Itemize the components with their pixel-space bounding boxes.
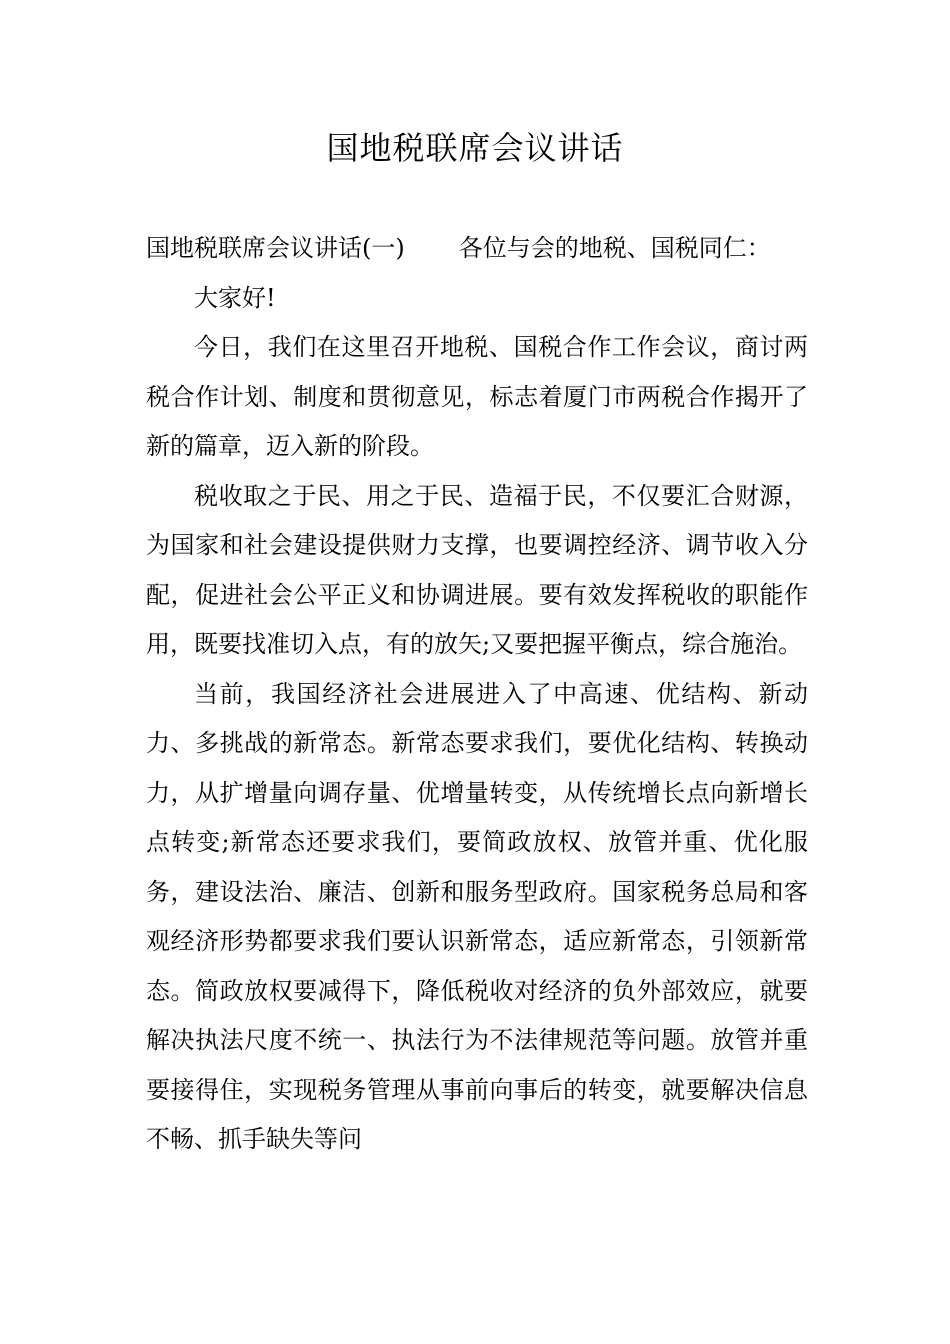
heading-part-2: 各位与会的地税、国税同仁： xyxy=(458,234,771,262)
document-title: 国地税联席会议讲话 xyxy=(326,129,624,167)
paragraph-greeting: 大家好! xyxy=(194,283,276,312)
heading-line xyxy=(146,224,808,274)
paragraph-2: 税收取之于民、用之于民、造福于民，不仅要汇合财源，为国家和社会建设提供财力支撑，也要调控经济、调节收入分配，促进社会公平正义和协调进展。要有效发挥税收的职能作用，既要找准切入点，有的放矢;又要把握平衡点，综合施治。 xyxy=(146,481,808,658)
paragraph-1: 今日，我们在这里召开地税、国税合作工作会议，商讨两税合作计划、制度和贯彻意见，标志着厦门市两税合作揭开了新的篇章，迈入新的阶段。 xyxy=(146,333,808,460)
paragraph-3: 当前，我国经济社会进展进入了中高速、优结构、新动力、多挑战的新常态。新常态要求我们，要优化结构、转换动力，从扩增量向调存量、优增量转变，从传统增长点向新增长点转变;新常态还要求我们，要简政放权、放管并重、优化服务，建设法治、廉洁、创新和服务型政府。国家税务总局和客观经济形势都要求我们要认识新常态，适应新常态，引领新常态。简政放权要减得下，降低税收对经济的负外部效应，就要解决执法尺度不统一、执法行为不法律规范等问题。放管并重要接得住，实现税务管理从事前向事后的转变，就要解决信息不畅、抓手缺失等问 xyxy=(146,679,808,1153)
heading-part-1: 国地税联席会议讲话(一) xyxy=(146,234,405,262)
document-body xyxy=(146,224,808,1165)
